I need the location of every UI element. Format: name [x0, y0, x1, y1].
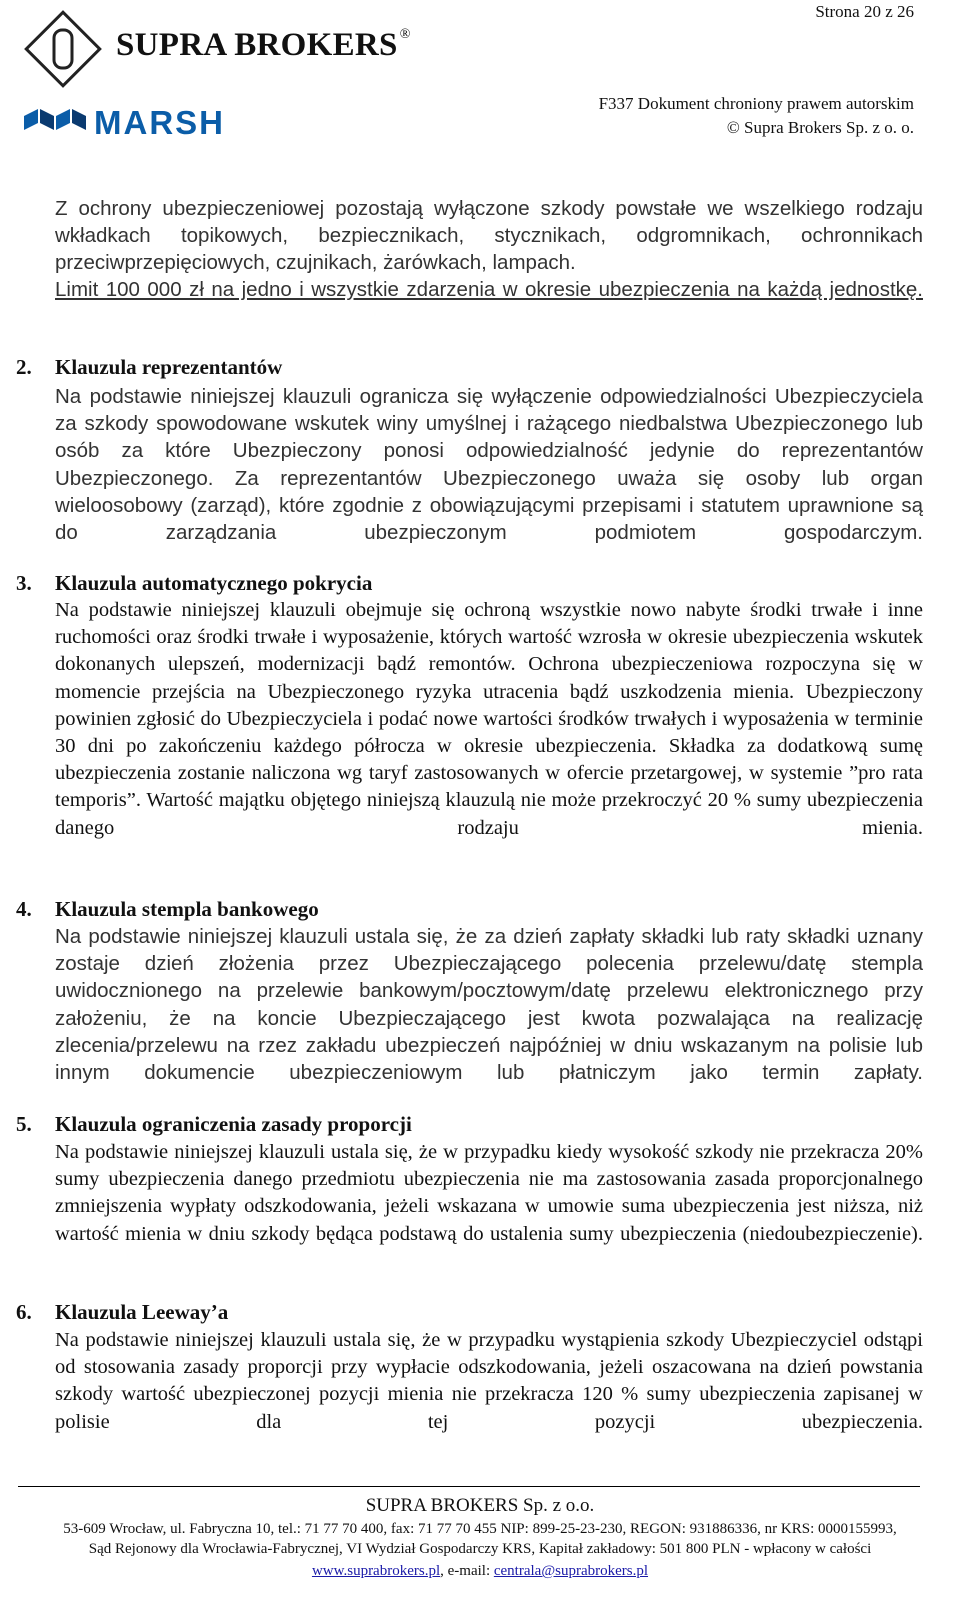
supra-brokers-diamond-logo	[18, 4, 108, 94]
section-number: 2.	[16, 355, 32, 379]
footer-court: Sąd Rejonowy dla Wrocławia-Fabrycznej, VI Wydział Gospodarczy KRS, Kapitał zakładowy: 501 800 PLN - wpłacony w całości	[88, 1541, 872, 1557]
section-number: 4.	[16, 897, 32, 921]
section-number: 3.	[16, 571, 32, 595]
document-notice-line1: F337 Dokument chroniony prawem autorskim	[598, 94, 914, 113]
section-number: 6.	[16, 1300, 32, 1324]
section-title: Klauzula automatycznego pokrycia	[55, 571, 373, 595]
marsh-logo	[24, 104, 254, 140]
document-notice-line2: © Supra Brokers Sp. z o. o.	[726, 118, 914, 137]
footer-company: SUPRA BROKERS Sp. z o.o.	[365, 1495, 595, 1516]
email-label: , e-mail:	[440, 1563, 494, 1579]
footer-contacts	[0, 1563, 960, 1580]
section-body: Na podstawie niniejszej klauzuli obejmuje się ochroną wszystkie nowo nabyte środki trwałe i inne ruchomości oraz środki trwałe i wyposażenie, których wartość wzrosła w okresie ubezpieczenia wskutek dokonanych ulepszeń, modernizacji bądź remontów. Ochrona ubezpieczeniowa rozpoczyna się w momencie przejścia na Ubezpieczonego ryzyka utracenia bądź uszkodzenia mienia. Ubezpieczony powinien zgłosić do Ubezpieczyciela i podać nowe wartości środków trwałych i wyposażenia w terminie 30 dni po zakończeniu każdego półrocza w okresie ubezpieczenia. Składka za dodatkową sumę ubezpieczenia zostanie naliczona wg taryf zastosowanych w ofercie przetargowej, w systemie ”pro rata temporis”. Wartość majątku objętego niniejszą klauzulą nie może przekroczyć 20 % sumy ubezpieczenia danego rodzaju mienia.	[55, 599, 923, 839]
section-body: Na podstawie niniejszej klauzuli ustala się, że w przypadku wystąpienia szkody Ubezpieczyciel odstąpi od stosowania zasady proporcji przy wypłacie odszkodowania, jeżeli oszacowana na dzień powstania szkody wartość ubezpieczonej pozycji mienia nie przekracza 120 % sumy ubezpieczenia zapisanej w polisie dla tej pozycji ubezpieczenia.	[55, 1329, 923, 1433]
document-notice	[599, 92, 914, 140]
brand-name: SUPRA BROKERS ®	[116, 27, 411, 63]
section-body: Na podstawie niniejszej klauzuli ustala się, że za dzień zapłaty składki lub raty składki uznany zostaje dzień złożenia przez Ubezpieczającego polecenia przelewu/datę stempla uwidocznionego na przelewie bankowym/pocztowym/datę przelewu elektronicznego przy założeniu, że na koncie Ubezpieczającego jest kwota pozwalająca na realizację zlecenia/przelewu na rzez zakładu ubezpieczeń najpóźniej w dniu wskazanym na polisie lub innym dokumencie ubezpieczeniowym lub płatniczym jako termin zapłaty.	[55, 925, 923, 1085]
page-number: Strona 20 z 26	[815, 2, 914, 21]
marsh-logo-text: MARSH	[94, 104, 225, 140]
section-body: Na podstawie niniejszej klauzuli ogranicza się wyłączenie odpowiedzialności Ubezpieczyciela za szkody spowodowane wskutek winy umyślnej i rażącego niedbalstwa Ubezpieczonego lub osób za które Ubezpieczony ponosi odpowiedzialność jedynie do reprezentantów Ubezpieczonego. Za reprezentantów Ubezpieczonego uważa się osoby lub organ wieloosobowy (zarząd), które zgodnie z obowiązującymi przepisami i statutem uprawnione są do zarządzania ubezpieczonym podmiotem gospodarczym.	[55, 385, 923, 545]
exclusions-paragraph: Z ochrony ubezpieczeniowej pozostają wyłączone szkody powstałe we wszelkiego rodzaju wkładkach topikowych, bezpiecznikach, stycznikach, odgromnikach, ochronnikach przeciwprzepięciowych, czujnikach, żarówkach, lampach.	[55, 197, 923, 275]
footer-address: 53-609 Wrocław, ul. Fabryczna 10, tel.: 71 77 70 400, fax: 71 77 70 455 NIP: 899-25-23-230, REGON: 931886336, nr KRS: 0000155993,	[63, 1521, 897, 1537]
section-title: Klauzula stempla bankowego	[55, 897, 319, 921]
email-link[interactable]: centrala@suprabrokers.pl	[493, 1563, 649, 1579]
section-title: Klauzula Leeway’a	[55, 1300, 229, 1324]
section-number: 5.	[16, 1112, 32, 1136]
section-body: Na podstawie niniejszej klauzuli ustala się, że w przypadku kiedy wysokość szkody nie przekracza 20% sumy ubezpieczenia danego przedmiotu ubezpieczenia nie ma zastosowania zasada proporcjonalnego zmniejszenia wypłaty odszkodowania, jeżeli wskazana w umowie suma ubezpieczenia jest niższa, niż wartość mienia w dniu szkody będąca podstawą do ustalenia sumy ubezpieczenia (niedoubezpieczenie).	[55, 1141, 923, 1245]
limit-paragraph: Limit 100 000 zł na jedno i wszystkie zdarzenia w okresie ubezpieczenia na każdą jednostkę.	[55, 278, 923, 301]
section-title: Klauzula reprezentantów	[55, 355, 283, 379]
section-title: Klauzula ograniczenia zasady proporcji	[55, 1112, 412, 1136]
footer-divider	[18, 1486, 920, 1487]
website-link[interactable]: www.suprabrokers.pl	[311, 1563, 441, 1579]
